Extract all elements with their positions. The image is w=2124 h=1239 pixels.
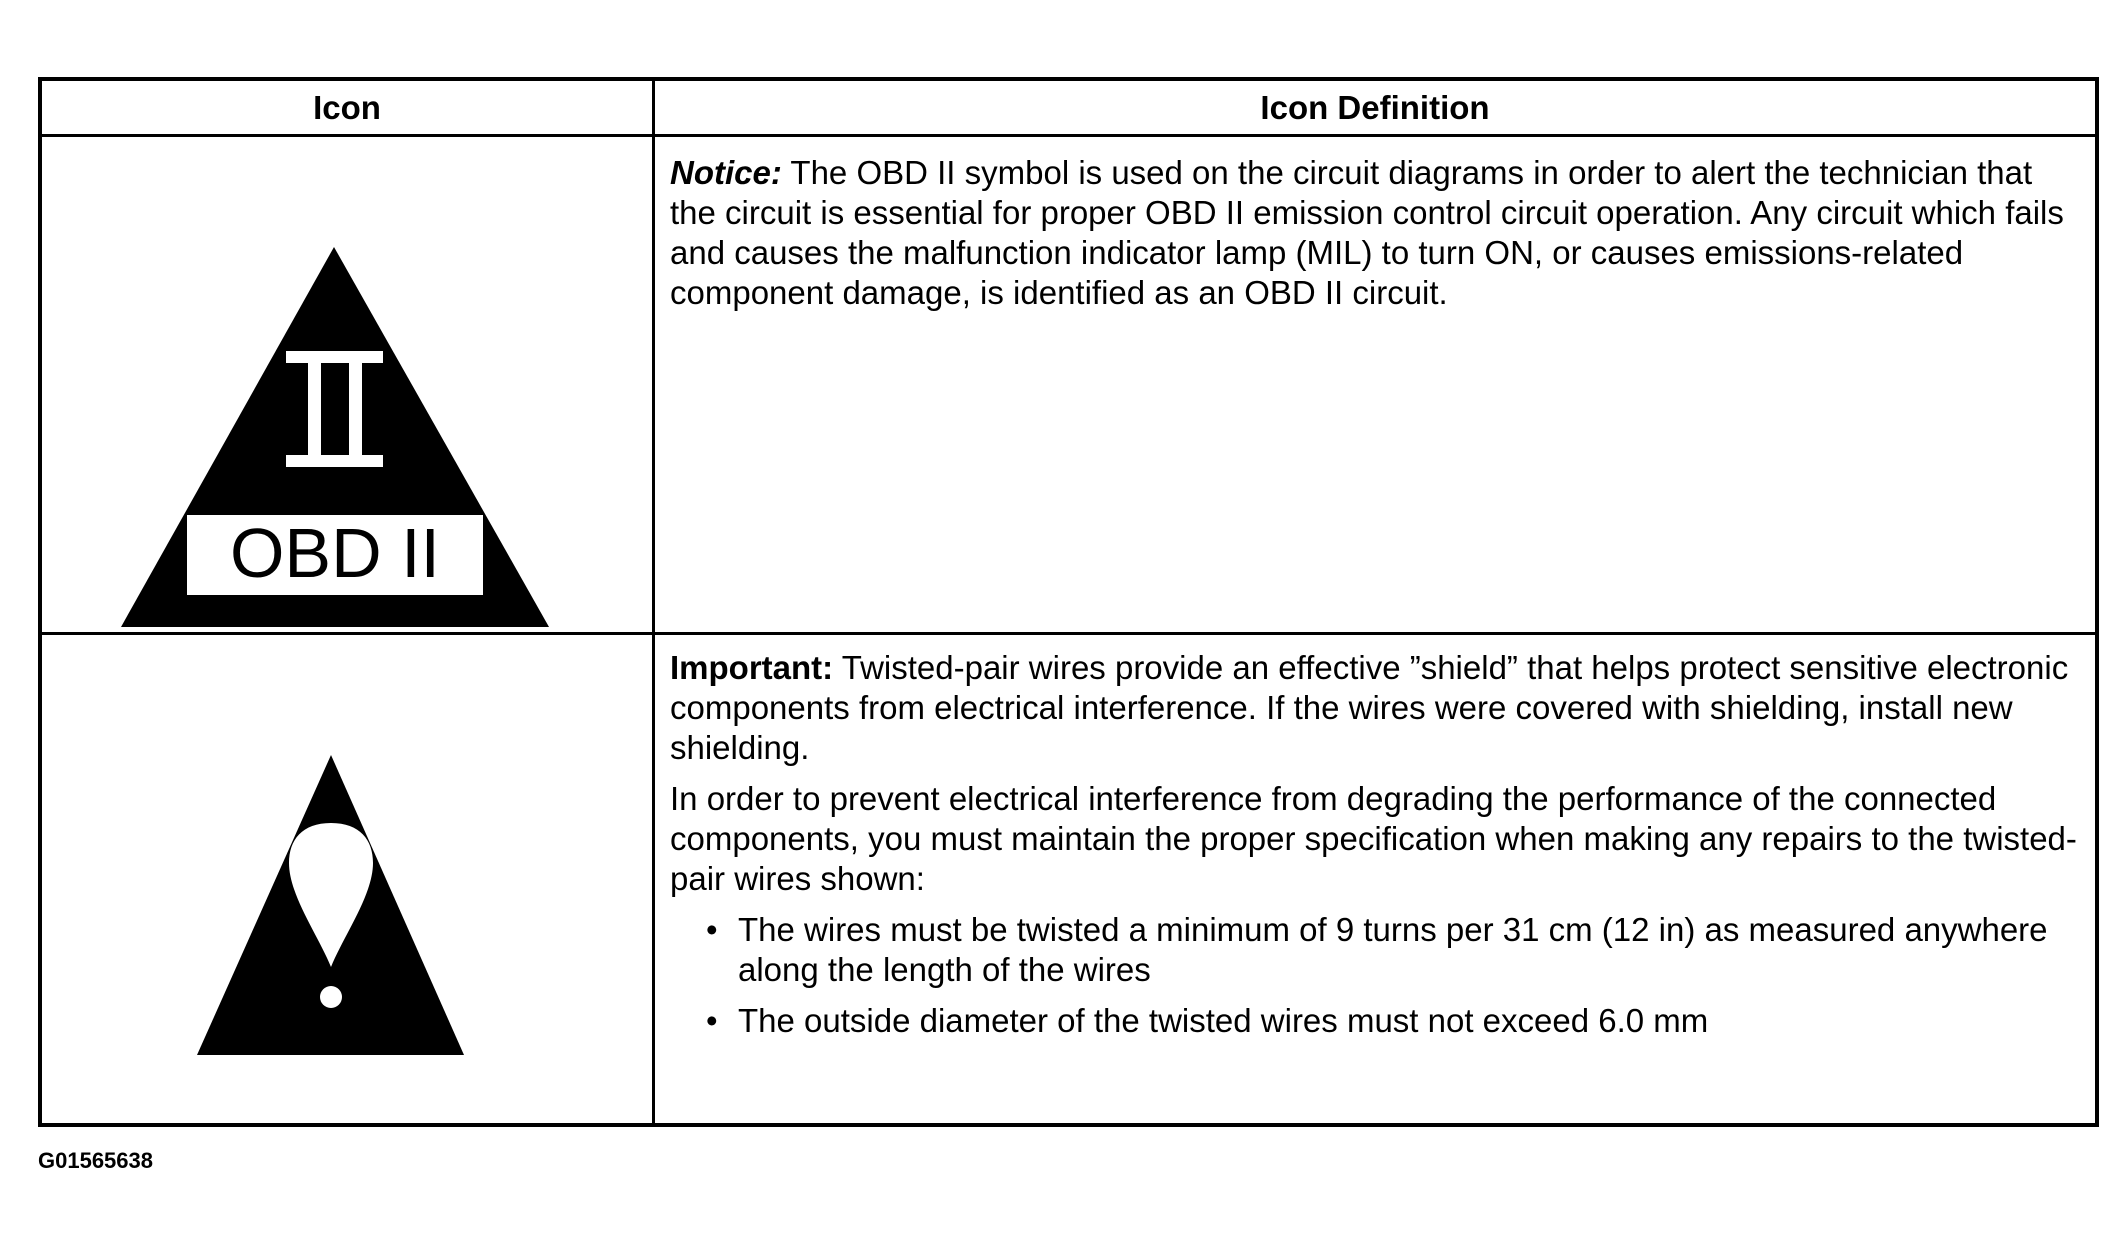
icon-definition-table bbox=[38, 77, 2099, 1127]
row-1-definition bbox=[670, 153, 2081, 324]
bullet-icon: • bbox=[706, 1002, 718, 1039]
header-icon-definition: Icon Definition bbox=[1260, 88, 1490, 126]
bullet-text: The wires must be twisted a minimum of 9 turns per 31 cm (12 in) as measured anywhere along the length of the wires bbox=[738, 911, 2048, 988]
notice-text: The OBD II symbol is used on the circuit diagrams in order to alert the technician that the circuit is essential for proper OBD II emission control circuit operation. Any circuit which fails and causes the malfunction indicator lamp (MIL) to turn ON, or causes emissions-related component damage, is identified as an OBD II circuit. bbox=[670, 154, 2064, 311]
figure-id: G01565638 bbox=[38, 1148, 153, 1173]
important-label: Important: bbox=[670, 649, 834, 686]
specification-paragraph: In order to prevent electrical interference from degrading the performance of the connected components, you must maintain the proper specification when making any repairs to the twisted-pair wires shown: bbox=[670, 780, 2077, 897]
row-2-definition bbox=[670, 648, 2081, 1052]
important-text: Twisted-pair wires provide an effective ”shield” that helps protect sensitive electronic components from electrical interference. If the wires were covered with shielding, install new shielding. bbox=[670, 649, 2069, 766]
important-exclamation-triangle-icon bbox=[42, 635, 652, 1127]
row-2-icon-cell bbox=[42, 635, 652, 1127]
list-item bbox=[670, 910, 2081, 990]
row-1-icon-cell bbox=[42, 137, 652, 632]
list-item bbox=[670, 1001, 2081, 1041]
bullet-text: The outside diameter of the twisted wires must not exceed 6.0 mm bbox=[738, 1002, 1709, 1039]
column-divider bbox=[652, 81, 655, 1123]
notice-paragraph bbox=[670, 153, 2081, 313]
important-paragraph bbox=[670, 648, 2081, 768]
obd-ii-label: OBD II bbox=[229, 514, 441, 592]
specification-list bbox=[670, 910, 2081, 1041]
notice-label: Notice: bbox=[670, 154, 782, 191]
obd-ii-triangle-icon bbox=[42, 137, 652, 632]
bullet-icon: • bbox=[706, 911, 718, 948]
header-icon: Icon bbox=[313, 88, 381, 126]
